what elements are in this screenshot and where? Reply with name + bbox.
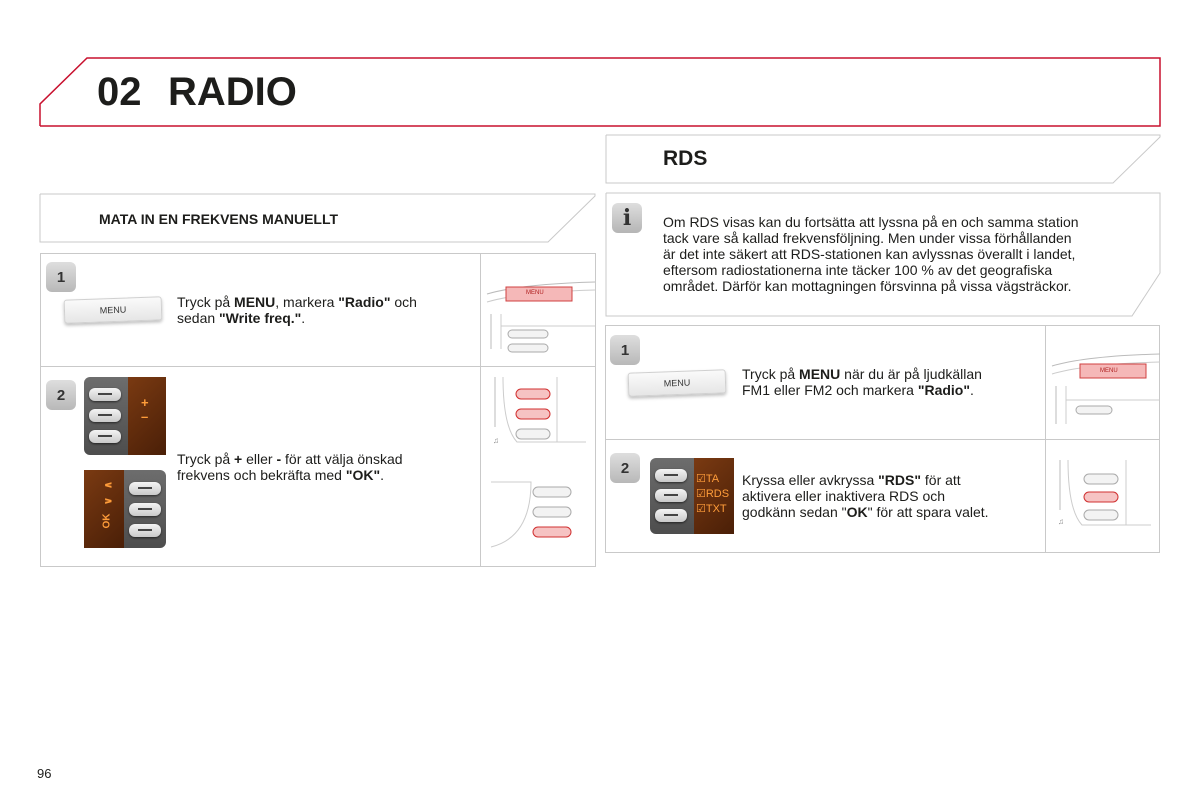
radio-key	[129, 524, 161, 537]
step-badge-1: 1	[46, 262, 76, 292]
down-arrow-icon: ∨	[102, 496, 115, 506]
dashboard-thumbnail-keys	[1046, 440, 1160, 553]
radio-key	[655, 509, 687, 522]
plus-label: +	[141, 395, 149, 410]
step-badge-2: 2	[46, 380, 76, 410]
rds-section-title: RDS	[663, 147, 708, 170]
thumb-menu-label: MENU	[1100, 368, 1118, 374]
ok-label: OK	[101, 513, 113, 529]
ta-checkbox-label: ☑TA	[696, 473, 720, 485]
thumb-menu-label: MENU	[526, 290, 544, 296]
dashboard-thumbnail-menu	[1046, 326, 1160, 439]
rds-step2-text: Kryssa eller avkryssa "RDS" för att aktivera eller inaktivera RDS och godkänn sedan "OK" för att spara valet.	[742, 472, 989, 520]
svg-text:♫: ♫	[1058, 517, 1064, 526]
menu-key-icon: MENU	[64, 296, 163, 323]
radio-key	[129, 482, 161, 495]
up-arrow-icon: ∧	[102, 480, 115, 490]
radio-key	[89, 409, 121, 422]
rds-checkbox-label: ☑RDS	[696, 488, 730, 500]
step-badge-1: 1	[610, 335, 640, 365]
radio-key	[89, 388, 121, 401]
radio-key	[89, 430, 121, 443]
rds-step1-text: Tryck på MENU när du är på ljudkällan FM1 eller FM2 och markera "Radio".	[742, 366, 982, 398]
dashboard-thumbnail-keys	[481, 367, 595, 567]
manual-step1-text: Tryck på MENU, markera "Radio" och sedan "Write freq.".	[177, 294, 417, 326]
txt-checkbox-label: ☑TXT	[696, 503, 727, 515]
manual-step2-text: Tryck på + eller - för att välja önskad frekvens och bekräfta med "OK".	[177, 451, 403, 483]
radio-key	[129, 503, 161, 516]
step-badge-2: 2	[610, 453, 640, 483]
minus-label: –	[141, 409, 149, 424]
rds-info-text: Om RDS visas kan du fortsätta att lyssna på en och samma station tack vare så kallad frekvensföljning. Men under vissa förhållanden är det inte säkert att RDS-stationen kan avlyssnas överallt i landet, eftersom radiostationerna inte täcker 100 % av det geografiska området. Därför kan mottagningen försvinna på vissa vägsträckor.	[663, 214, 1079, 294]
dashboard-thumbnail-menu	[481, 254, 595, 366]
radio-key	[655, 469, 687, 482]
page-number: 96	[37, 766, 52, 781]
menu-key-icon: MENU	[628, 369, 727, 396]
chapter-title: RADIO	[168, 70, 297, 114]
chapter-number: 02	[97, 70, 142, 114]
manual-section-title: MATA IN EN FREKVENS MANUELLT	[99, 211, 339, 227]
info-icon: i	[612, 203, 642, 233]
svg-text:♫: ♫	[493, 436, 499, 445]
radio-key	[655, 489, 687, 502]
